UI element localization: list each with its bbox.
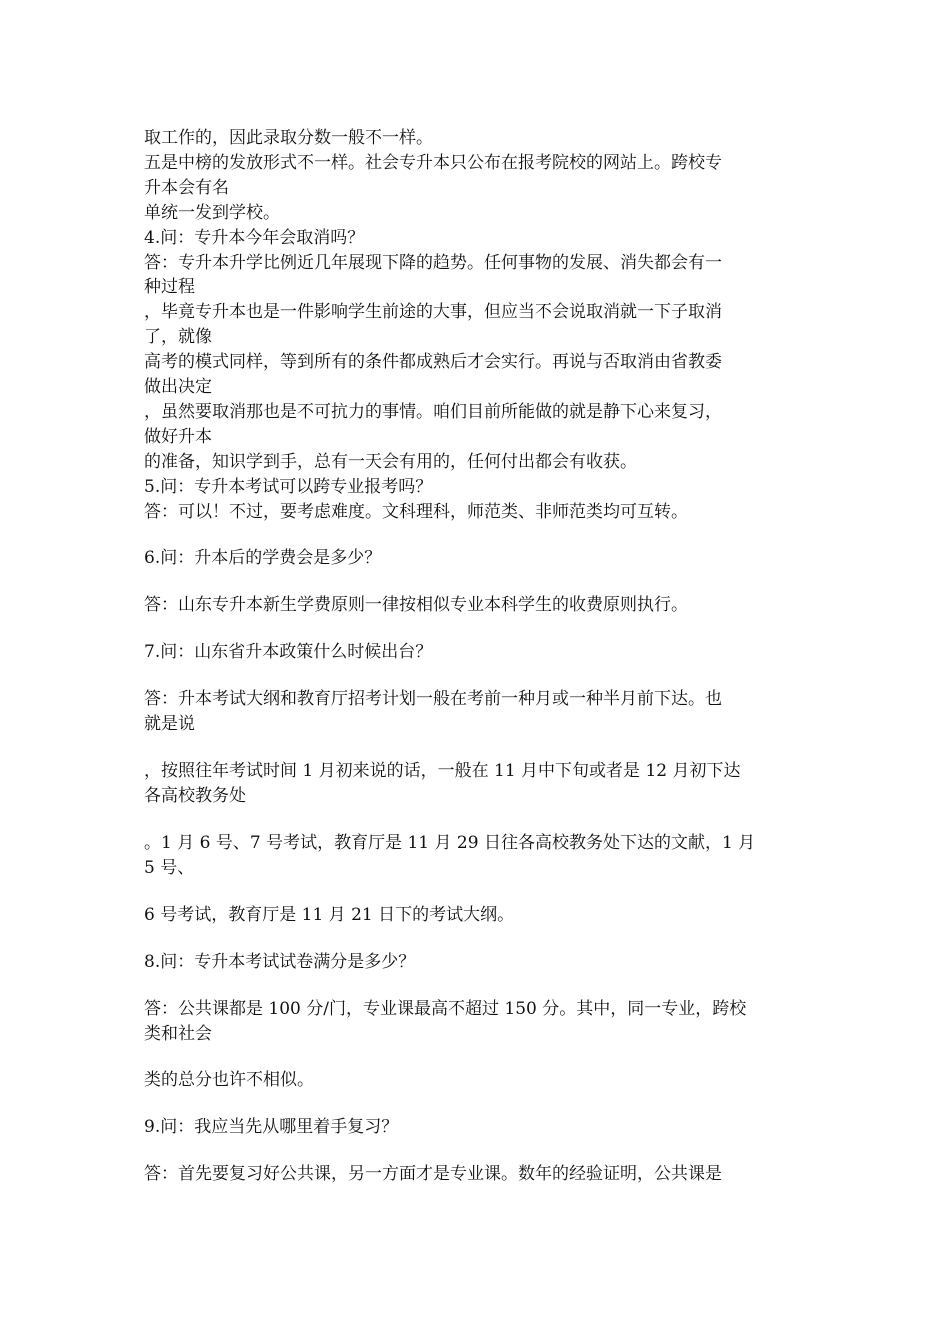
question-line: 7.问：山东省升本政策什么时候出台？ xyxy=(144,642,433,662)
question-line: 8.问：专升本考试试卷满分是多少？ xyxy=(144,952,416,972)
answer-line: 答：专升本升学比例近几年展现下降的趋势。任何事物的发展、消失都会有一 xyxy=(144,253,722,273)
text-line: 取工作的，因此录取分数一般不一样。 xyxy=(144,128,433,148)
text-line: 种过程 xyxy=(144,277,195,297)
answer-line: 答：可以！不过，要考虑难度。文科理科，师范类、非师范类均可互转。 xyxy=(144,502,688,522)
text-line: 6 号考试，教育厅是 11 月 21 日下的考试大纲。 xyxy=(144,905,515,925)
text-line: 的准备，知识学到手，总有一天会有用的，任何付出都会有收获。 xyxy=(144,452,637,472)
question-line: 9.问：我应当先从哪里着手复习？ xyxy=(144,1117,399,1137)
text-line: 5 号、 xyxy=(144,858,195,878)
answer-line: 答：山东专升本新生学费原则一律按相似专业本科学生的收费原则执行。 xyxy=(144,595,688,615)
question-line: 5.问：专升本考试可以跨专业报考吗？ xyxy=(144,477,433,497)
text-line: 类的总分也许不相似。 xyxy=(144,1070,314,1090)
text-line: 高考的模式同样，等到所有的条件都成熟后才会实行。再说与否取消由省教委 xyxy=(144,352,722,372)
text-line: ，按照往年考试时间 1 月初来说的话，一般在 11 月中下旬或者是 12 月初下达 xyxy=(144,761,741,781)
text-line: 各高校教务处 xyxy=(144,786,246,806)
text-line: 类和社会 xyxy=(144,1024,212,1044)
text-line: 。1 月 6 号、7 号考试，教育厅是 11 月 29 日往各高校教务处下达的文献，1 月 xyxy=(144,833,756,853)
answer-line: 答：首先要复习好公共课，另一方面才是专业课。数年的经验证明，公共课是 xyxy=(144,1164,722,1184)
text-line: 做好升本 xyxy=(144,427,212,447)
text-line: 五是中榜的发放形式不一样。社会专升本只公布在报考院校的网站上。跨校专 xyxy=(144,153,722,173)
text-line: 了，就像 xyxy=(144,327,212,347)
text-line: ，毕竟专升本也是一件影响学生前途的大事，但应当不会说取消就一下子取消 xyxy=(144,302,722,322)
text-line: 升本会有名 xyxy=(144,178,229,198)
text-line: 做出决定 xyxy=(144,377,212,397)
answer-line: 答：升本考试大纲和教育厅招考计划一般在考前一种月或一种半月前下达。也 xyxy=(144,689,722,709)
text-line: ，虽然要取消那也是不可抗力的事情。咱们目前所能做的就是静下心来复习， xyxy=(144,402,722,422)
question-line: 4.问：专升本今年会取消吗？ xyxy=(144,228,365,248)
question-line: 6.问：升本后的学费会是多少？ xyxy=(144,548,382,568)
text-line: 单统一发到学校。 xyxy=(144,203,280,223)
answer-line: 答：公共课都是 100 分/门，专业课最高不超过 150 分。其中，同一专业，跨校 xyxy=(144,999,747,1019)
text-line: 就是说 xyxy=(144,714,195,734)
